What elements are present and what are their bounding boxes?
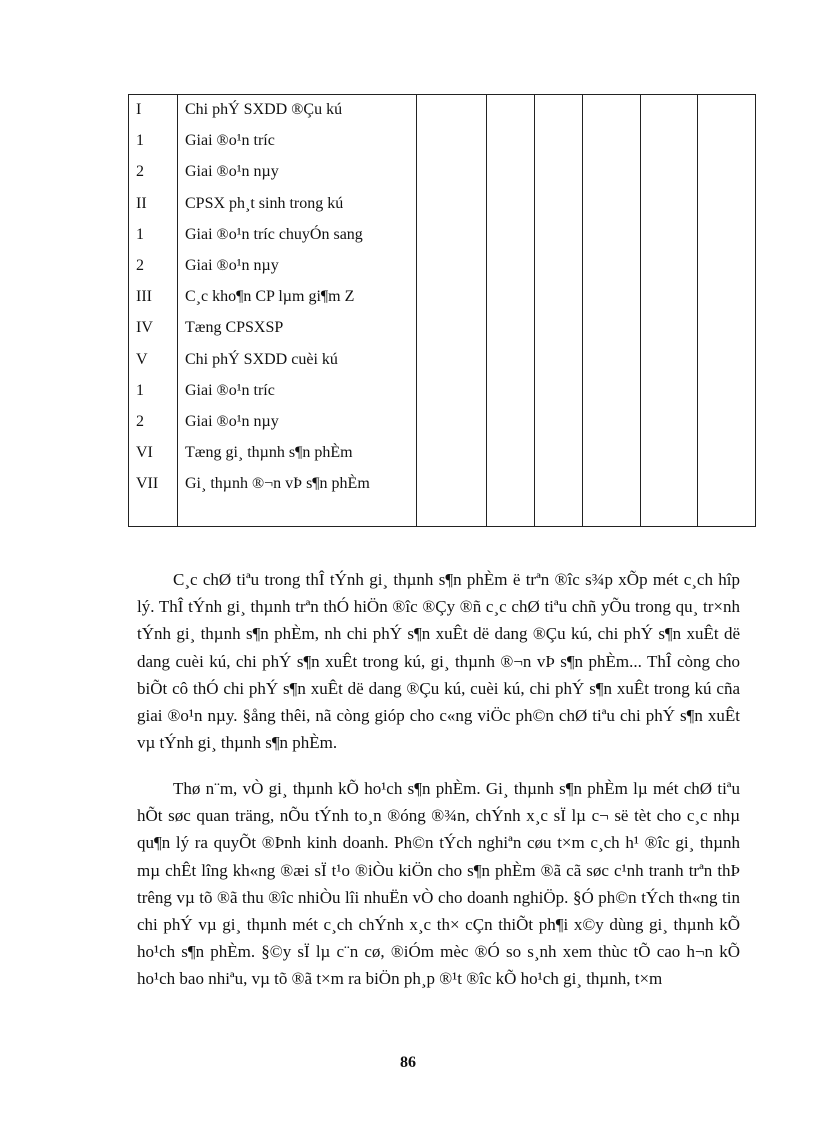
row-item-label: Giai ®o¹n tríc chuyÓn sang [185,225,363,243]
row-index: 1 [136,381,144,399]
row-item-label: Tæng gi¸ thµnh s¶n phÈm [185,444,353,462]
value-column-4 [583,95,641,527]
row-item-label: CPSX ph¸t sinh trong kú [185,194,344,212]
row-item-label: Gi¸ thµnh ®¬n vÞ s¶n phÈm [185,475,370,493]
row-index: I [136,101,142,118]
value-column-6 [698,95,756,527]
row-item-label: Giai ®o¹n tríc [185,381,275,399]
row-index: IV [136,319,153,337]
value-column-2 [487,95,535,527]
row-item-label: Chi phÝ SXDD cuèi kú [185,350,338,368]
row-index: II [136,194,147,212]
row-item-label: Chi phÝ SXDD ®Çu kú [185,101,343,118]
page-number: 86 [400,1054,416,1071]
row-item-label: Giai ®o¹n nµy [185,163,279,181]
paragraph-2: Thø n¨m, vÒ gi¸ thµnh kÕ ho¹ch s¶n phÈm. Gi¸ thµnh s¶n phÈm lµ mét chØ tiªu hÕt søc quan träng, nÕu tÝnh to¸n ®óng ®¾n, chÝnh x¸c sÏ lµ c¬ së tèt cho c¸c nhµ qu¶n lý ra quyÕt ®Þnh kinh doanh. Ph©n tÝch nghiªn cøu t×m c¸ch h¹ ®îc gi¸ thµnh mµ chÊt lîng kh«ng ®æi sÏ t¹o ®iÒu kiÖn cho s¶n phÈm ®ã cã søc c¹nh tranh trªn thÞ trêng vµ tõ ®ã thu ®îc nhiÒu lîi nhuËn vÒ cho doanh nghiÖp. §Ó ph©n tÝch th«ng tin chi phÝ vµ gi¸ thµnh mét c¸ch chÝnh x¸c th× cÇn thiÕt ph¶i x©y dùng gi¸ thµnh kÕ ho¹ch s¶n phÈm. §©y sÏ lµ c¨n cø, ®iÓm mèc ®Ó so s¸nh xem thùc tÕ cao h¬n kÕ ho¹ch bao nhiªu, vµ tõ ®ã t×m ra biÖn ph¸p ®¹t ®îc kÕ ho¹ch gi¸ thµnh, t×m [137,779,740,989]
row-index: 2 [136,163,144,181]
table-row [129,95,756,527]
item-list [178,95,416,526]
row-index: 2 [136,412,144,430]
row-item-label: Tæng CPSXSP [185,319,284,337]
row-index: VI [136,444,153,462]
row-item-label: C¸c kho¶n CP lµm gi¶m Z [185,288,355,306]
row-index: VII [136,475,159,493]
row-index: 1 [136,225,144,243]
row-item-label: Giai ®o¹n tríc [185,132,275,150]
row-index: 1 [136,132,144,150]
value-column-5 [641,95,698,527]
paragraph-1: C¸c chØ tiªu trong thÎ tÝnh gi¸ thµnh s¶n phÈm ë trªn ®îc s¾p xÕp mét c¸ch hîp lý. ThÎ tÝnh gi¸ thµnh trªn thÓ hiÖn ®îc ®Çy ®ñ c¸c chØ tiªu chñ yÕu trong qu¸ tr×nh tÝnh gi¸ thµnh s¶n phÈm, nh chi phÝ s¶n xuÊt dë dang ®Çu kú, chi phÝ s¶n xuÊt dë dang cuèi kú, chi phÝ s¶n xuÊt trong kú, gi¸ thµnh ®¬n vÞ s¶n phÈm... ThÎ còng cho biÕt cô thÓ chi phÝ s¶n xuÊt dë dang ®Çu kú, cuèi kú, chi phÝ s¶n xuÊt trong kú cña giai ®o¹n nµy. §ång thêi, nã còng gióp cho c«ng viÖc ph©n chØ tiªu chi phÝ s¶n xuÊt vµ tÝnh gi¸ thµnh s¶n phÈm. [137,570,740,753]
value-column-3 [535,95,583,527]
value-column-1 [417,95,487,527]
row-index: V [136,350,148,368]
row-item-label: Giai ®o¹n nµy [185,256,279,274]
row-index: 2 [136,256,144,274]
cost-table [128,94,756,527]
row-item-label: Giai ®o¹n nµy [185,412,279,430]
index-list [129,95,177,526]
row-index: III [136,288,152,306]
index-column [129,95,178,527]
item-column [178,95,417,527]
